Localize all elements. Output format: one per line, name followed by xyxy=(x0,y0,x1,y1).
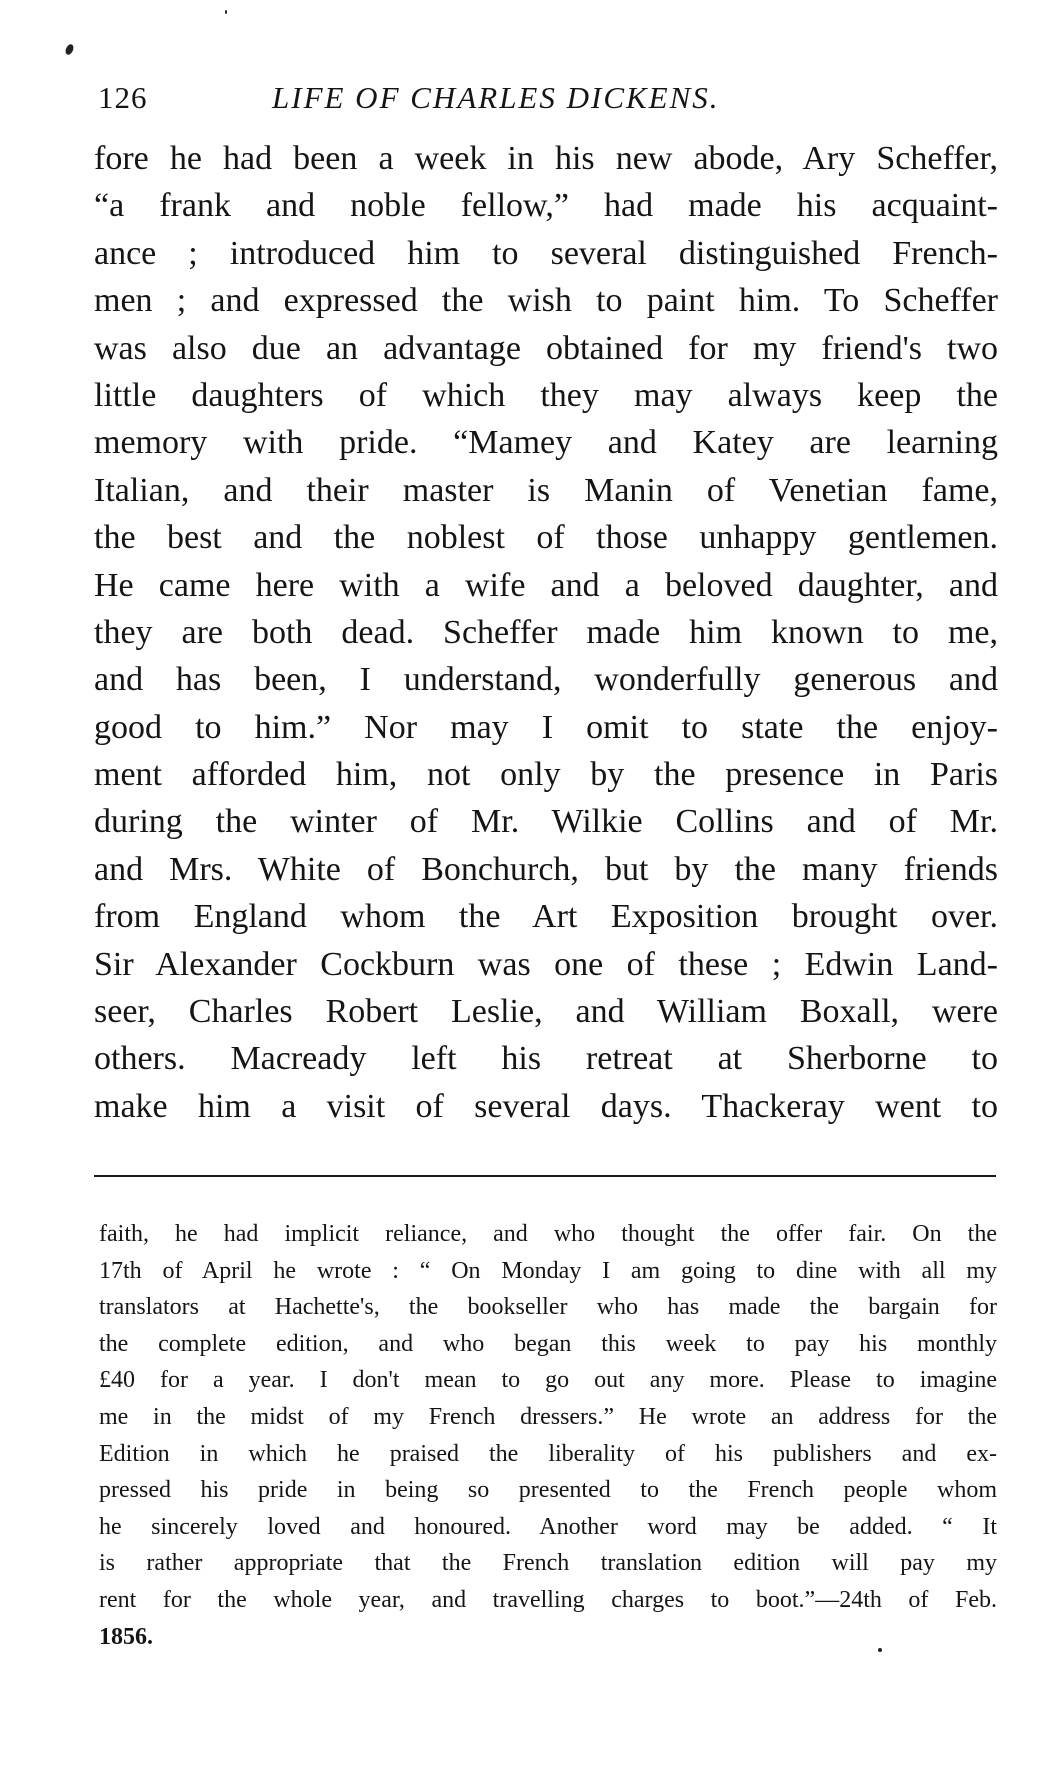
footnote-line: £40 for a year. I don't mean to go out any more. Please to imagine xyxy=(99,1367,997,1394)
footnote-line: pressed his pride in being so presented to the French people whom xyxy=(99,1477,997,1504)
body-line: and has been, I understand, wonderfully generous and xyxy=(94,661,998,699)
ink-speck xyxy=(225,10,227,14)
ink-speck xyxy=(878,1648,882,1652)
body-line: make him a visit of several days. Thackeray went to xyxy=(94,1087,998,1125)
page-header xyxy=(92,74,1000,124)
body-line: during the winter of Mr. Wilkie Collins and of Mr. xyxy=(94,803,998,841)
running-title: LIFE OF CHARLES DICKENS. xyxy=(272,80,720,115)
body-line: men ; and expressed the wish to paint him. To Scheffer xyxy=(94,282,998,320)
footnote-year: 1856. xyxy=(99,1623,153,1650)
footnote-line: is rather appropriate that the French translation edition will pay my xyxy=(99,1550,997,1577)
body-line: “a frank and noble fellow,” had made his acquaint- xyxy=(94,187,998,225)
body-line: from England whom the Art Exposition brought over. xyxy=(94,898,998,936)
body-line: ment afforded him, not only by the presence in Paris xyxy=(94,756,998,794)
footnote-line: translators at Hachette's, the bookseller who has made the bargain for xyxy=(99,1294,997,1321)
footnote-line: 17th of April he wrote : “ On Monday I am going to dine with all my xyxy=(99,1257,997,1284)
footnote-line: the complete edition, and who began this week to pay his monthly xyxy=(99,1330,997,1357)
body-line: the best and the noblest of those unhappy gentlemen. xyxy=(94,519,998,557)
page-number: 126 xyxy=(98,80,148,115)
body-line: ance ; introduced him to several distinguished French- xyxy=(94,234,998,272)
footnote-divider xyxy=(94,1175,996,1177)
ink-speck xyxy=(64,43,75,56)
footnote xyxy=(99,1216,997,1655)
body-line: was also due an advantage obtained for my friend's two xyxy=(94,329,998,367)
body-line: others. Macready left his retreat at Sherborne to xyxy=(94,1040,998,1078)
body-line: fore he had been a week in his new abode, Ary Scheffer, xyxy=(94,140,998,177)
body-line: memory with pride. “Mamey and Katey are learning xyxy=(94,424,998,462)
body-line: seer, Charles Robert Leslie, and William Boxall, were xyxy=(94,993,998,1031)
footnote-line: rent for the whole year, and travelling charges to boot.”—24th of Feb. xyxy=(99,1586,997,1613)
body-line: Sir Alexander Cockburn was one of these ; Edwin Land- xyxy=(94,945,998,983)
body-line: and Mrs. White of Bonchurch, but by the many friends xyxy=(94,850,998,888)
footnote-line: Edition in which he praised the liberality of his publishers and ex- xyxy=(99,1440,997,1467)
body-text xyxy=(94,135,998,1130)
footnote-line: faith, he had implicit reliance, and who thought the offer fair. On the xyxy=(99,1221,997,1247)
footnote-line: he sincerely loved and honoured. Another word may be added. “ It xyxy=(99,1513,997,1540)
body-line: Italian, and their master is Manin of Venetian fame, xyxy=(94,471,998,509)
body-line: He came here with a wife and a beloved daughter, and xyxy=(94,566,998,604)
footnote-line: me in the midst of my French dressers.” He wrote an address for the xyxy=(99,1403,997,1430)
body-line: little daughters of which they may always keep the xyxy=(94,376,998,414)
body-line: good to him.” Nor may I omit to state the enjoy- xyxy=(94,708,998,746)
body-line: they are both dead. Scheffer made him known to me, xyxy=(94,613,998,651)
